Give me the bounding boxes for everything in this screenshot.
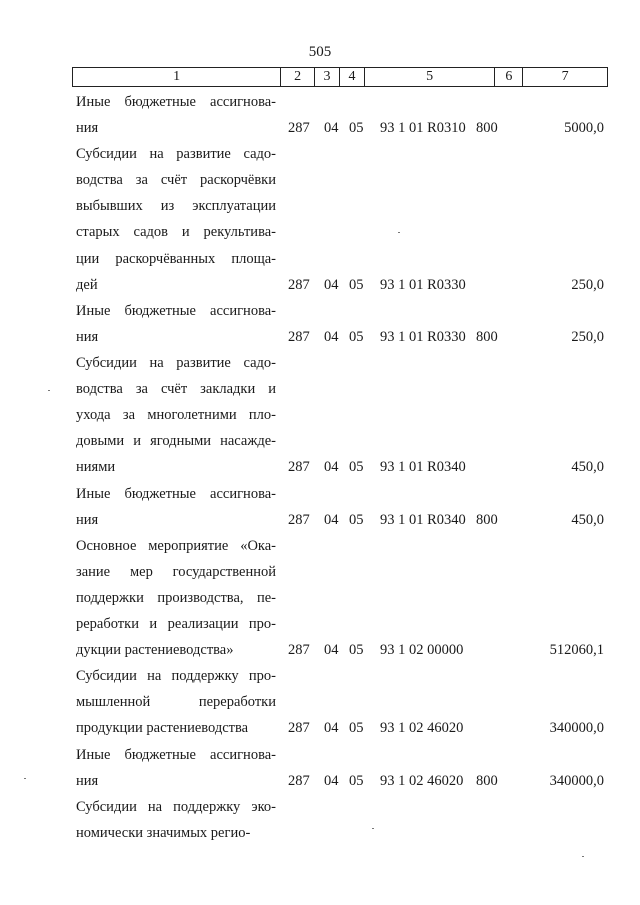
header-cell-3: 3 — [315, 68, 340, 86]
cell-c3: 04 — [324, 328, 339, 345]
description-line: Субсидии на развитие садо- — [76, 355, 276, 371]
cell-c2: 287 — [288, 720, 310, 737]
cell-c7: 340000,0 — [549, 720, 604, 737]
cell-c5: 93 1 01 R0340 — [380, 511, 466, 528]
description-line: дей — [76, 276, 98, 293]
cell-c6: 800 — [476, 511, 498, 528]
header-cell-5: 5 — [365, 68, 496, 86]
description-line: реработки и реализации про- — [76, 615, 276, 632]
cell-c4: 05 — [349, 642, 364, 659]
cell-c7: 5000,0 — [564, 120, 604, 137]
scan-speck — [48, 390, 50, 391]
cell-c7: 340000,0 — [549, 772, 604, 789]
cell-c2: 287 — [288, 772, 310, 789]
description-line: зание мер государственной — [76, 563, 276, 580]
description-line: ния — [76, 328, 99, 345]
cell-c4: 05 — [349, 772, 364, 789]
cell-c5: 93 1 02 46020 — [380, 720, 464, 737]
cell-c5: 93 1 01 R0310 — [380, 120, 466, 137]
cell-c7: 450,0 — [571, 459, 604, 476]
description-line: Основное мероприятие «Ока- — [76, 537, 276, 554]
cell-c7: 250,0 — [571, 276, 604, 293]
scan-speck — [372, 828, 374, 829]
cell-c2: 287 — [288, 642, 310, 659]
description-line: выбывших из эксплуатации — [76, 198, 276, 215]
table-header-row — [72, 67, 608, 87]
row-description — [76, 298, 276, 350]
description-line: Иные бюджетные ассигнова- — [76, 485, 276, 502]
description-line: ния — [76, 511, 99, 528]
cell-c5: 93 1 02 00000 — [380, 642, 464, 659]
row-description — [76, 481, 276, 533]
cell-c3: 04 — [324, 642, 339, 659]
cell-c2: 287 — [288, 276, 310, 293]
cell-c4: 05 — [349, 720, 364, 737]
cell-c6: 800 — [476, 772, 498, 789]
row-description — [76, 794, 276, 846]
description-line: дукции растениеводства» — [76, 642, 234, 659]
cell-c3: 04 — [324, 511, 339, 528]
description-line: довыми и ягодными насажде- — [76, 433, 276, 450]
header-cell-2: 2 — [281, 68, 315, 86]
cell-c3: 04 — [324, 276, 339, 293]
cell-c7: 250,0 — [571, 328, 604, 345]
cell-c3: 04 — [324, 120, 339, 137]
row-description — [76, 663, 276, 741]
description-line: ния — [76, 772, 99, 789]
scan-speck — [398, 232, 400, 233]
description-line: Иные бюджетные ассигнова- — [76, 94, 276, 110]
cell-c4: 05 — [349, 328, 364, 345]
description-line: ниями — [76, 459, 116, 476]
description-line: старых садов и рекультива- — [76, 224, 276, 241]
cell-c4: 05 — [349, 120, 364, 137]
cell-c2: 287 — [288, 511, 310, 528]
description-line: Иные бюджетные ассигнова- — [76, 302, 276, 319]
description-line: водства за счёт раскорчёвки — [76, 172, 276, 189]
row-description — [76, 350, 276, 480]
row-description — [76, 742, 276, 794]
cell-c5: 93 1 01 R0330 — [380, 276, 466, 293]
cell-c6: 800 — [476, 328, 498, 345]
cell-c2: 287 — [288, 328, 310, 345]
cell-c2: 287 — [288, 120, 310, 137]
cell-c3: 04 — [324, 459, 339, 476]
cell-c5: 93 1 02 46020 — [380, 772, 464, 789]
description-line: продукции растениеводства — [76, 720, 249, 737]
page-number: 505 — [308, 44, 332, 60]
description-line: ции раскорчёванных площа- — [76, 250, 276, 267]
cell-c7: 512060,1 — [549, 642, 604, 659]
cell-c6: 800 — [476, 120, 498, 137]
description-line: Субсидии на поддержку про- — [76, 668, 276, 685]
cell-c2: 287 — [288, 459, 310, 476]
header-cell-1: 1 — [73, 68, 281, 86]
description-line: Иные бюджетные ассигнова- — [76, 746, 276, 763]
cell-c4: 05 — [349, 459, 364, 476]
row-description — [76, 141, 276, 298]
scan-speck — [24, 778, 26, 779]
description-line: номически значимых регио- — [76, 824, 251, 841]
description-line: мышленной переработки — [76, 694, 276, 711]
description-line: водства за счёт закладки и — [76, 381, 276, 398]
header-cell-6: 6 — [495, 68, 523, 86]
cell-c3: 04 — [324, 772, 339, 789]
cell-c5: 93 1 01 R0330 — [380, 328, 466, 345]
cell-c7: 450,0 — [571, 511, 604, 528]
header-cell-4: 4 — [340, 68, 365, 86]
scan-speck — [582, 856, 584, 857]
description-line: поддержки производства, пе- — [76, 589, 276, 606]
cell-c5: 93 1 01 R0340 — [380, 459, 466, 476]
cell-c3: 04 — [324, 720, 339, 737]
header-cell-7: 7 — [561, 69, 569, 84]
description-line: Субсидии на поддержку эко- — [76, 798, 276, 815]
description-line: ния — [76, 120, 99, 137]
row-description — [76, 533, 276, 663]
row-description — [76, 89, 276, 141]
description-line: Субсидии на развитие садо- — [76, 146, 276, 163]
cell-c4: 05 — [349, 511, 364, 528]
description-line: ухода за многолетними пло- — [76, 407, 276, 424]
cell-c4: 05 — [349, 276, 364, 293]
